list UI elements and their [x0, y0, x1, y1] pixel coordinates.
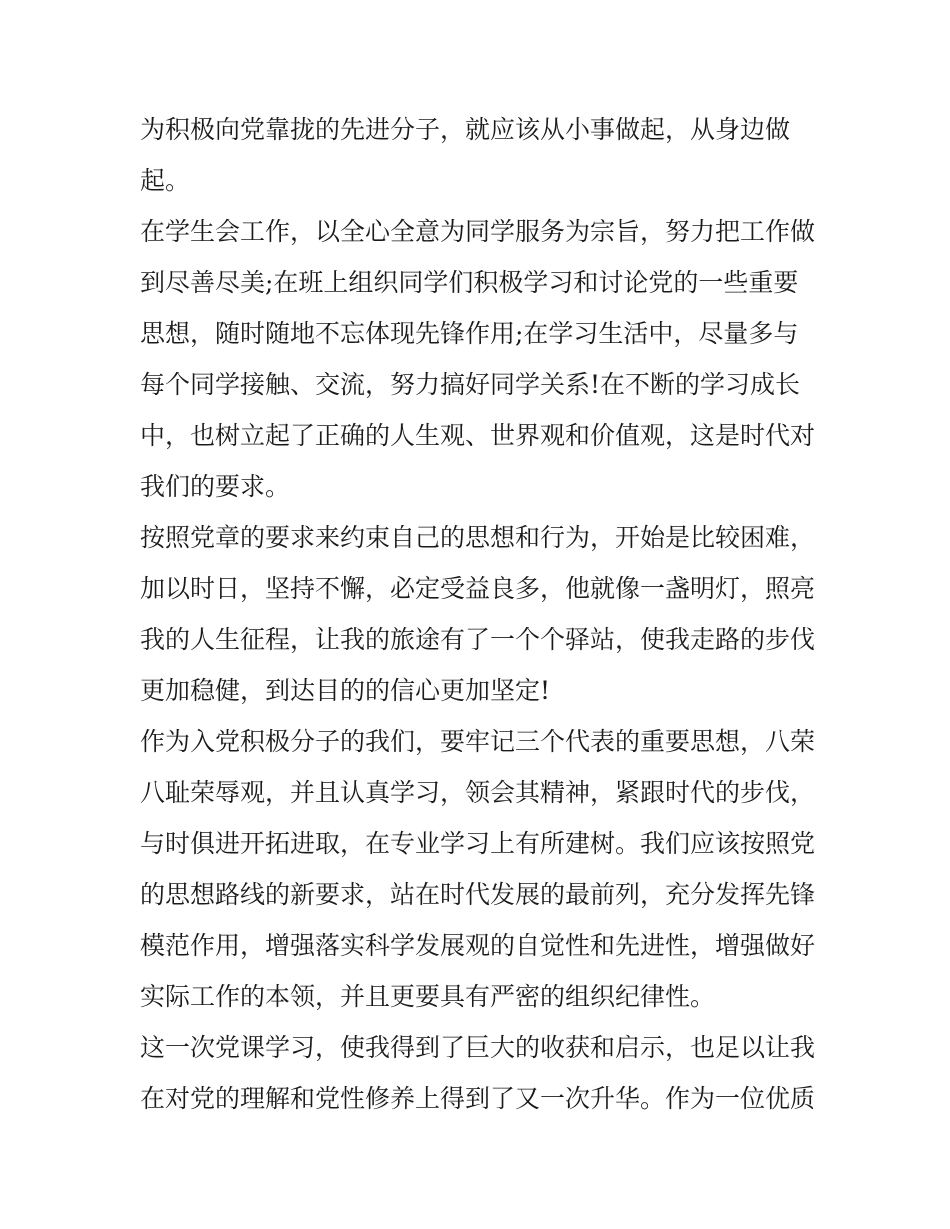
- text-line-11: 我的人生征程，让我的旅途有了一个个驿站，使我走路的步伐: [140, 625, 816, 654]
- text-line-1: 为积极向党靠拢的先进分子，就应该从小事做起，从身边做: [140, 115, 791, 144]
- text-line-7: 中，也树立起了正确的人生观、世界观和价值观，这是时代对: [140, 421, 816, 450]
- text-line-8: 我们的要求。: [140, 472, 291, 501]
- text-line-9: 按照党章的要求来约束自己的思想和行为，开始是比较困难，: [140, 523, 816, 552]
- text-line-3: 在学生会工作，以全心全意为同学服务为宗旨，努力把工作做: [140, 217, 816, 246]
- body-text: [140, 104, 820, 1124]
- text-line-6: 每个同学接触、交流，努力搞好同学关系!在不断的学习成长: [140, 370, 801, 399]
- text-line-17: 模范作用，增强落实科学发展观的自觉性和先进性，增强做好: [140, 931, 816, 960]
- text-line-19: 这一次党课学习，使我得到了巨大的收获和启示，也足以让我: [140, 1033, 816, 1062]
- text-line-4: 到尽善尽美;在班上组织同学们积极学习和讨论党的一些重要: [140, 268, 799, 297]
- text-line-14: 八耻荣辱观，并且认真学习，领会其精神，紧跟时代的步伐，: [140, 778, 816, 807]
- text-line-20: 在对党的理解和党性修养上得到了又一次升华。作为一位优质: [140, 1084, 816, 1113]
- text-line-18: 实际工作的本领，并且更要具有严密的组织纪律性。: [140, 982, 716, 1011]
- text-line-13: 作为入党积极分子的我们，要牢记三个代表的重要思想，八荣: [140, 727, 816, 756]
- text-line-10: 加以时日，坚持不懈，必定受益良多，他就像一盏明灯，照亮: [140, 574, 816, 603]
- text-line-5: 思想，随时随地不忘体现先锋作用;在学习生活中，尽量多与: [140, 319, 799, 348]
- text-line-2: 起。: [140, 166, 191, 195]
- text-line-12: 更加稳健，到达目的的信心更加坚定!: [140, 676, 551, 705]
- text-line-15: 与时俱进开拓进取，在专业学习上有所建树。我们应该按照党: [140, 829, 816, 858]
- text-line-16: 的思想路线的新要求，站在时代发展的最前列，充分发挥先锋: [140, 880, 816, 909]
